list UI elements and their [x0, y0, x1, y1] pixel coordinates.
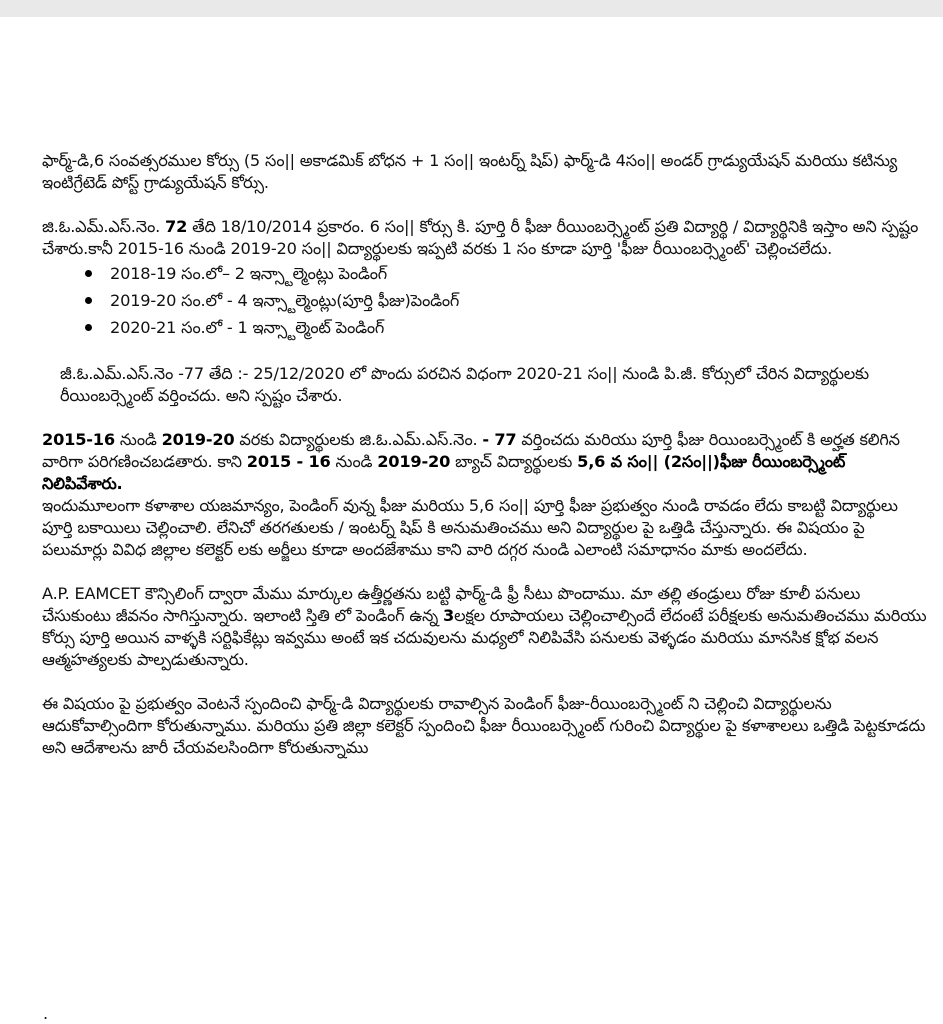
eamcet-text-2: లక్షల రూపాయలు చెల్లించాల్సిందే లేదంటే పరీక్షలకు అనుమతించము మరియు కోర్సు పూర్తి అయిన వాళ్ళకి సర్టిఫికేట్లు ఇవ్వము అంటే ఇక చదువులను మధ్యలో నిలిపివేసి పనులకు వెళ్ళడం మరియు మానసిక క్షోభ వలన ఆత్మహత్యలకు పాల్పడుతున్నారు.: [42, 606, 927, 669]
batch-paragraph: [42, 429, 927, 561]
year-2015-16: 2015-16: [42, 430, 115, 449]
batch-text-6: ఇందుమూలంగా కళాశాల యజమాన్యం, పెండింగ్ వున్న ఫీజు మరియు 5,6 సం|| పూర్తి ఫీజు ప్రభుత్వం నుండి రావడం లేదు కాబట్టి విద్యార్థులు పూర్తి బకాయిలు చెల్లించాలి. లేనిచో తరగతులకు / ఇంటర్న్ షిప్ కి అనుమతించము అని విద్యార్థుల పై ఒత్తిడి చేస్తున్నారు. ఈ విషయం పై పలుమార్లు వివిధ జిల్లాల కలెక్టర్ లకు అర్జీలు కూడా అందజేశాము కాని వారి దగ్గర నుండి ఎలాంటి సమాధానం మాకు అందలేదు.: [42, 496, 898, 559]
go-77-paragraph: జీ.ఓ.ఎమ్.ఎస్.నెం -77 తేది :- 25/12/2020 లో పొందు పరచిన విధంగా 2020-21 సం|| నుండి పి.జీ. కోర్సులో చేరిన విద్యార్థులకు రీయింబర్స్మెంట్ వర్తించదు. అని స్పష్టం చేశారు.: [60, 364, 869, 405]
year-2015-16-b: 2015 - 16: [246, 452, 331, 471]
batch-text-2: వరకు విద్యార్థులకు జి.ఓ.ఎమ్.ఎస్.నెం.: [234, 430, 483, 449]
pending-installments-list: [42, 260, 927, 341]
go-77-number: - 77: [482, 430, 517, 449]
go-72-paragraph: [42, 216, 927, 260]
year-2019-20: 2019-20: [161, 430, 235, 449]
trailing-dot: .: [43, 1004, 49, 1023]
go-72-text: తేది 18/10/2014 ప్రకారం. 6 సం|| కోర్సు కి. పూర్తి రీ ఫీజు రీయింబర్స్మెంట్ ప్రతి విద్యార్థి / విద్యార్థినికి ఇస్తాం అని స్పష్టం చేశారు.కానీ 2015-16 నుండి 2019-20 సం|| విద్యార్థులకు ఇప్పటి వరకు 1 సం కూడా పూర్తి 'ఫీజు రీయింబర్స్మెంట్' చెల్లించలేదు.: [42, 217, 919, 258]
list-item: 2019-20 సం.లో - 4 ఇన్స్టాల్మెంట్లు(పూర్తి ఫీజు)పెండింగ్: [42, 287, 927, 314]
batch-text-5: బ్యాచ్ విద్యార్థులకు: [450, 452, 578, 471]
list-item: 2020-21 సం.లో - 1 ఇన్స్టాల్మెంట్ పెండింగ్: [42, 314, 927, 341]
eamcet-text-1: A.P. EAMCET కౌన్సిలింగ్ ద్వారా మేము మార్కుల ఉత్తీర్ణతను బట్టి ఫార్మ్-డి ఫ్రీ సీటు పొందాము. మా తల్లి తండ్రులు రోజు కూలీ పనులు చేసుకుంటు జీవనం సాగిస్తున్నారు. ఇలాంటి స్తితి లో పెండింగ్ ఉన్న: [42, 584, 861, 625]
intro-paragraph: ఫార్మ్-డి,6 సంవత్సరముల కోర్సు (5 సం|| అకాడమిక్ బోధన + 1 సం|| ఇంటర్న్ షిప్) ఫార్మ్-డి 4సం|| అండర్ గ్రాడ్యుయేషన్ మరియు కటిన్యు ఇంటిగ్రేటెడ్ పోస్ట్ గ్రాడ్యుయేషన్ కోర్సు.: [42, 151, 898, 192]
go-72-prefix: జి.ఓ.ఎమ్.ఎస్.నెం.: [42, 217, 166, 236]
request-paragraph: ఈ విషయం పై ప్రభుత్వం వెంటనే స్పందించి ఫార్మ్-డి విద్యార్థులకు రావాల్సిన పెండింగ్ ఫీజు-రీయింబర్స్మెంట్ ని చెల్లించి విద్యార్థులను ఆదుకోవాల్సిందిగా కోరుతున్నాము. మరియు ప్రతి జిల్లా కలెక్టర్ స్పందించి ఫీజు రీయింబర్స్మెంట్ గురించి విద్యార్థుల పై కళాశాలలు ఒత్తిడి పెట్టకూడదు అని ఆదేశాలను జారీ చేయవలసిందిగా కోరుతున్నాము: [42, 694, 926, 757]
top-bar: [0, 0, 943, 17]
batch-text-4: నుండి: [330, 452, 378, 471]
eamcet-paragraph: [42, 583, 927, 671]
withheld-years: 5,6 వ సం|| (2సం||)ఫీజు రీయింబర్స్మెంట్ నిలిపివేశారు.: [42, 452, 846, 493]
year-2019-20-b: 2019-20: [377, 452, 451, 471]
document-body: [42, 150, 927, 781]
go-72-number: 72: [165, 217, 188, 236]
batch-text-3: వర్తించదు మరియు పూర్తి ఫీజు రియింబర్స్మెంట్ కి అర్హత కలిగిన వారిగా పరిగణించబడతారు. కాని: [42, 430, 900, 471]
lakhs-amount: 3: [442, 606, 455, 625]
list-item: 2018-19 సం.లో– 2 ఇన్స్టాల్మెంట్లు పెండింగ్: [42, 260, 927, 287]
batch-text-1: నుండి: [114, 430, 162, 449]
